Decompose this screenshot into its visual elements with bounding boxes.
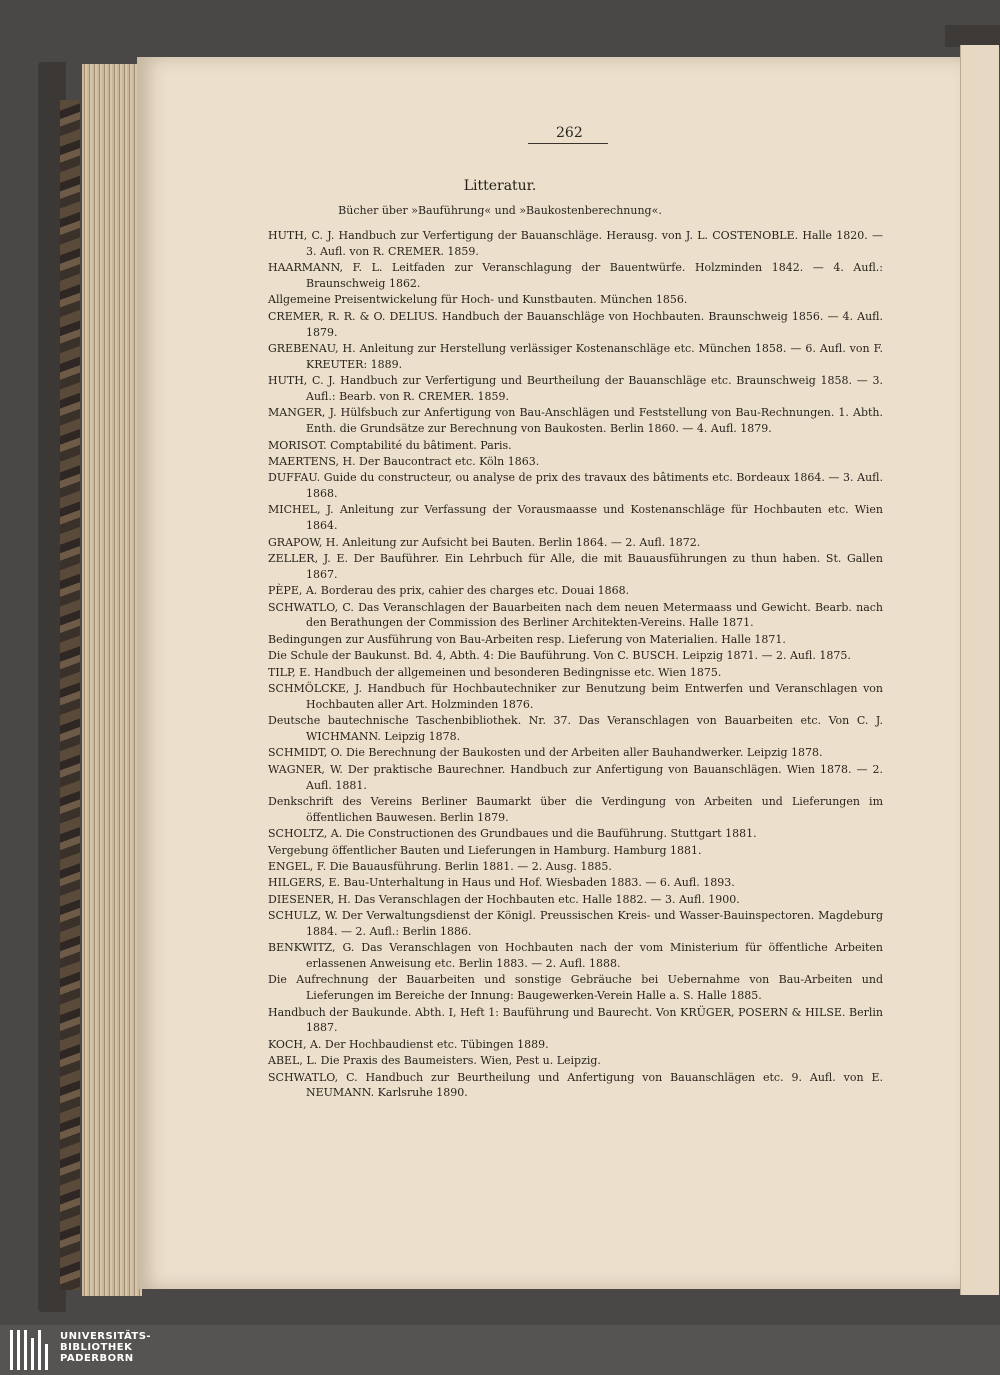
bibliography-entry: Die Aufrechnung der Bauarbeiten und sonstige Gebräuche bei Uebernahme von Bau-Arbeiten und Lieferungen im Bereiche der Innung: Baugewerken-Verein Halle a. S. Halle 1885. xyxy=(268,973,883,1003)
bibliography-entry: SCHWATLO, C. Das Veranschlagen der Bauarbeiten nach dem neuen Metermaass und Gewicht. Bearb. nach den Berathungen der Commission des Berliner Architekten-Vereins. Halle 1871. xyxy=(268,600,883,630)
bibliography-entry: Bedingungen zur Ausführung von Bau-Arbeiten resp. Lieferung von Materialien. Halle 1871. xyxy=(268,632,786,646)
bibliography-entry: HUTH, C. J. Handbuch zur Verfertigung der Bauanschläge. Herausg. von J. L. COSTENOBLE. Halle 1820. — 3. Aufl. von R. CREMER. 1859. xyxy=(268,229,883,258)
bibliography-entry: SCHULZ, W. Der Verwaltungsdienst der Königl. Preussischen Kreis- und Wasser-Bauinspectoren. Magdeburg 1884. — 2. Aufl.: Berlin 1886. xyxy=(268,909,883,938)
bibliography-list xyxy=(268,228,883,1102)
bibliography-entry: SCHWATLO, C. Handbuch zur Beurtheilung und Anfertigung von Bauanschlägen etc. 9. Aufl. von E. NEUMANN. Karlsruhe 1890. xyxy=(268,1070,883,1100)
bibliography-entry: Handbuch der Baukunde. Abth. I, Heft 1: Bauführung und Baurecht. Von KRÜGER, POSERN & HILSE. Berlin 1887. xyxy=(268,1005,883,1035)
library-logo-line: UNIVERSITÄTS- xyxy=(60,1331,152,1342)
library-logo-line: PADERBORN xyxy=(60,1353,134,1364)
page-number: 262 xyxy=(556,125,583,141)
bibliography-entry: Denkschrift des Vereins Berliner Baumarkt über die Verdingung von Arbeiten und Lieferungen im öffentlichen Bauwesen. Berlin 1879. xyxy=(268,794,883,824)
library-logo-line: BIBLIOTHEK xyxy=(60,1342,133,1353)
bibliography-entry: ZELLER, J. E. Der Bauführer. Ein Lehrbuch für Alle, die mit Bauausführungen zu thun haben. St. Gallen 1867. xyxy=(268,552,883,581)
bibliography-entry: BENKWITZ, G. Das Veranschlagen von Hochbauten nach der vom Ministerium für öffentliche Arbeiten erlassenen Anweisung etc. Berlin 1883. — 2. Aufl. 1888. xyxy=(268,941,883,971)
book-cover-right xyxy=(945,25,1000,47)
bibliography-entry: MICHEL, J. Anleitung zur Verfassung der Vorausmaasse und Kostenanschläge für Hochbauten etc. Wien 1864. xyxy=(268,503,883,533)
bibliography-entry: DIESENER, H. Das Veranschlagen der Hochbauten etc. Halle 1882. — 3. Aufl. 1900. xyxy=(268,892,740,906)
bibliography-entry: SCHMIDT, O. Die Berechnung der Baukosten und der Arbeiten aller Bauhandwerker. Leipzig 1878. xyxy=(268,746,823,760)
bibliography-entry: GREBENAU, H. Anleitung zur Herstellung verlässiger Kostenanschläge etc. München 1858. — 6. Aufl. von F. KREUTER: 1889. xyxy=(268,341,883,371)
bibliography-entry: HAARMANN, F. L. Leitfaden zur Veranschlagung der Bauentwürfe. Holzminden 1842. — 4. Aufl.: Braunschweig 1862. xyxy=(268,261,883,290)
bibliography-entry: TILP, E. Handbuch der allgemeinen und besonderen Bedingnisse etc. Wien 1875. xyxy=(268,665,722,679)
marbled-spine xyxy=(60,100,80,1290)
bibliography-entry: HILGERS, E. Bau-Unterhaltung in Haus und Hof. Wiesbaden 1883. — 6. Aufl. 1893. xyxy=(268,876,735,890)
library-logo-text xyxy=(60,1331,151,1364)
page-edges xyxy=(82,64,142,1296)
bibliography-entry: Die Schule der Baukunst. Bd. 4, Abth. 4: Die Bauführung. Von C. BUSCH. Leipzig 1871. — 2. Aufl. 1875. xyxy=(268,649,851,663)
bibliography-entry: MORISOT. Comptabilité du bâtiment. Paris. xyxy=(268,438,512,452)
section-title: Litteratur. xyxy=(463,178,537,194)
bibliography-entry: DUFFAU. Guide du constructeur, ou analyse de prix des travaux des bâtiments etc. Bordeaux 1864. — 3. Aufl. 1868. xyxy=(268,471,883,501)
bibliography-entry: Vergebung öffentlicher Bauten und Lieferungen in Hamburg. Hamburg 1881. xyxy=(268,843,702,857)
facing-page-edge xyxy=(960,45,999,1295)
bibliography-entry: MAERTENS, H. Der Baucontract etc. Köln 1863. xyxy=(268,454,540,468)
bibliography-entry: ABEL, L. Die Praxis des Baumeisters. Wien, Pest u. Leipzig. xyxy=(268,1054,601,1068)
library-logo-icon xyxy=(10,1330,50,1370)
bibliography-entry: Deutsche bautechnische Taschenbibliothek. Nr. 37. Das Veranschlagen von Bauarbeiten etc. Von C. J. WICHMANN. Leipzig 1878. xyxy=(268,714,883,743)
bibliography-entry: GRAPOW, H. Anleitung zur Aufsicht bei Bauten. Berlin 1864. — 2. Aufl. 1872. xyxy=(268,535,701,549)
bibliography-entry: WAGNER, W. Der praktische Baurechner. Handbuch zur Anfertigung von Bauanschlägen. Wien 1878. — 2. Aufl. 1881. xyxy=(268,762,883,792)
bibliography-entry: HUTH, C. J. Handbuch zur Verfertigung und Beurtheilung der Bauanschläge etc. Braunschweig 1858. — 3. Aufl.: Bearb. von R. CREMER. 1859. xyxy=(268,374,883,403)
bibliography-entry: SCHOLTZ, A. Die Constructionen des Grundbaues und die Bauführung. Stuttgart 1881. xyxy=(268,827,757,841)
bibliography-entry: CREMER, R. R. & O. DELIUS. Handbuch der Bauanschläge von Hochbauten. Braunschweig 1856. — 4. Aufl. 1879. xyxy=(268,309,883,339)
bibliography-entry: PÈPE, A. Borderau des prix, cahier des charges etc. Douai 1868. xyxy=(268,584,630,598)
section-subtitle: Bücher über »Bauführung« und »Baukostenberechnung«. xyxy=(338,204,662,217)
bibliography-entry: Allgemeine Preisentwickelung für Hoch- und Kunstbauten. München 1856. xyxy=(268,293,688,307)
page-number-rule xyxy=(528,143,608,144)
bibliography-entry: MANGER, J. Hülfsbuch zur Anfertigung von Bau-Anschlägen und Feststellung von Bau-Rechnungen. 1. Abth. Enth. die Grundsätze zur Berechnung von Baukosten. Berlin 1860. — 4. Aufl. 1879. xyxy=(268,406,883,436)
bibliography-entry: SCHMÖLCKE, J. Handbuch für Hochbautechniker zur Benutzung beim Entwerfen und Veranschlagen von Hochbauten aller Art. Holzminden 1876. xyxy=(268,682,883,711)
bibliography-entry: ENGEL, F. Die Bauausführung. Berlin 1881. — 2. Ausg. 1885. xyxy=(268,859,612,873)
bibliography-entry: KOCH, A. Der Hochbaudienst etc. Tübingen 1889. xyxy=(268,1037,549,1051)
